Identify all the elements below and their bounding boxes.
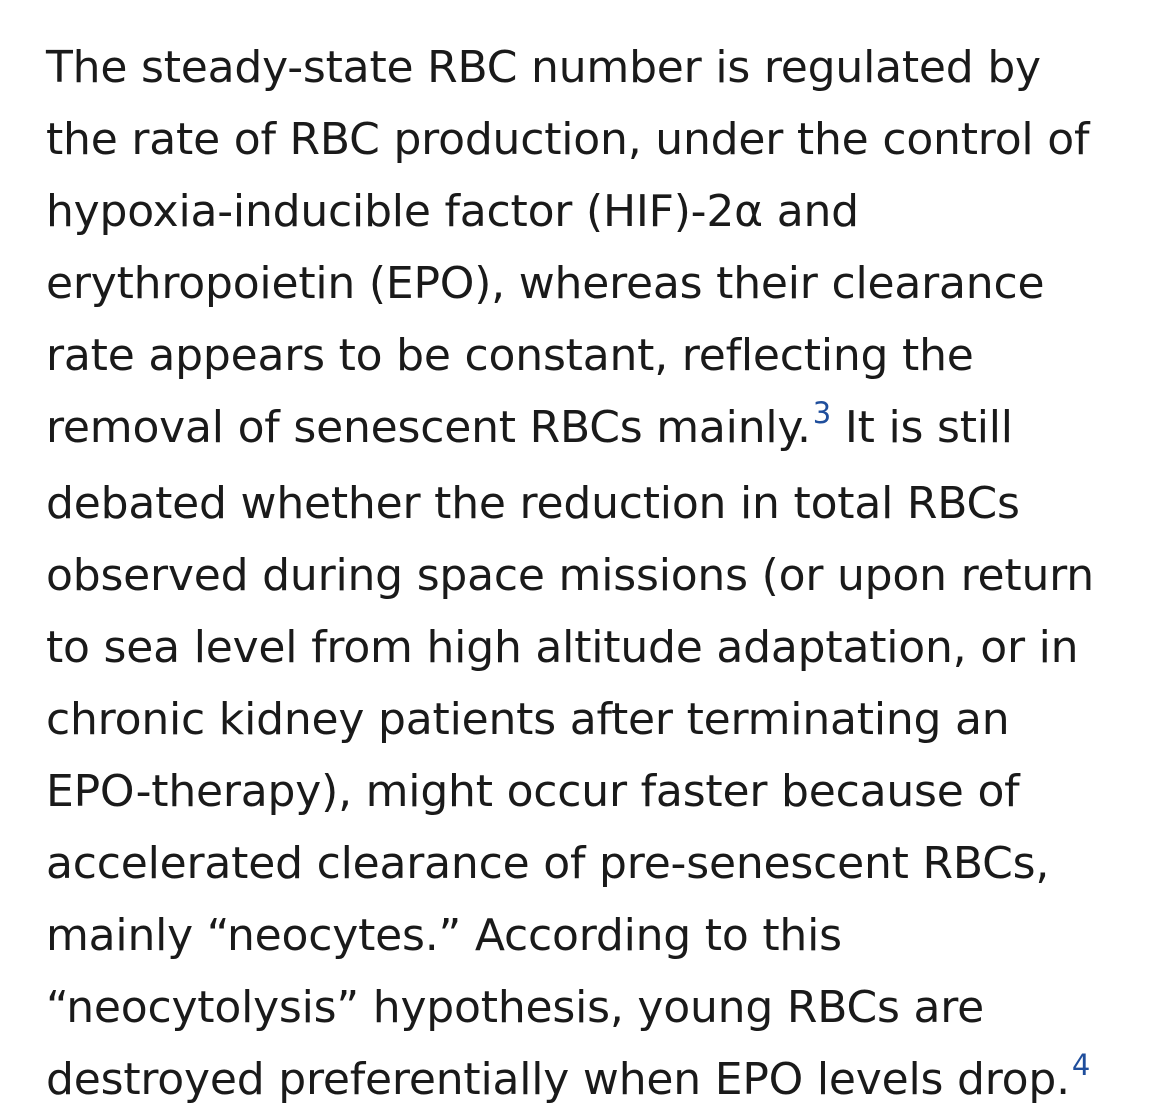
text-line-with-reference: [46, 1044, 1156, 1120]
text-line: debated whether the reduction in total RBCs: [46, 478, 1020, 529]
reference-link-4[interactable]: 4: [1071, 1048, 1091, 1082]
text-line: hypoxia-inducible factor (HIF)-2α and: [46, 186, 859, 237]
text-line: chronic kidney patients after terminating an: [46, 694, 1010, 745]
text-line: mainly “neocytes.” According to this: [46, 910, 842, 961]
text-line: “neocytolysis” hypothesis, young RBCs are: [46, 982, 985, 1033]
text-line: rate appears to be constant, reflecting the: [46, 330, 974, 381]
reference-link-3[interactable]: 3: [812, 396, 832, 430]
text-segment: It is still: [831, 402, 1013, 453]
text-line: EPO-therapy), might occur faster because of: [46, 766, 1020, 817]
text-line: observed during space missions (or upon return: [46, 550, 1094, 601]
text-line: The steady-state RBC number is regulated by: [46, 42, 1041, 93]
body-paragraph: [46, 32, 1156, 1120]
article-body: [46, 32, 1156, 1120]
text-segment: removal of senescent RBCs mainly.: [46, 402, 811, 453]
text-line-with-reference: [46, 392, 1156, 468]
text-line: to sea level from high altitude adaptation, or in: [46, 622, 1079, 673]
text-line: erythropoietin (EPO), whereas their clearance: [46, 258, 1045, 309]
text-line: the rate of RBC production, under the control of: [46, 114, 1090, 165]
text-line: accelerated clearance of pre-senescent RBCs,: [46, 838, 1050, 889]
text-segment: destroyed preferentially when EPO levels drop.: [46, 1054, 1070, 1105]
